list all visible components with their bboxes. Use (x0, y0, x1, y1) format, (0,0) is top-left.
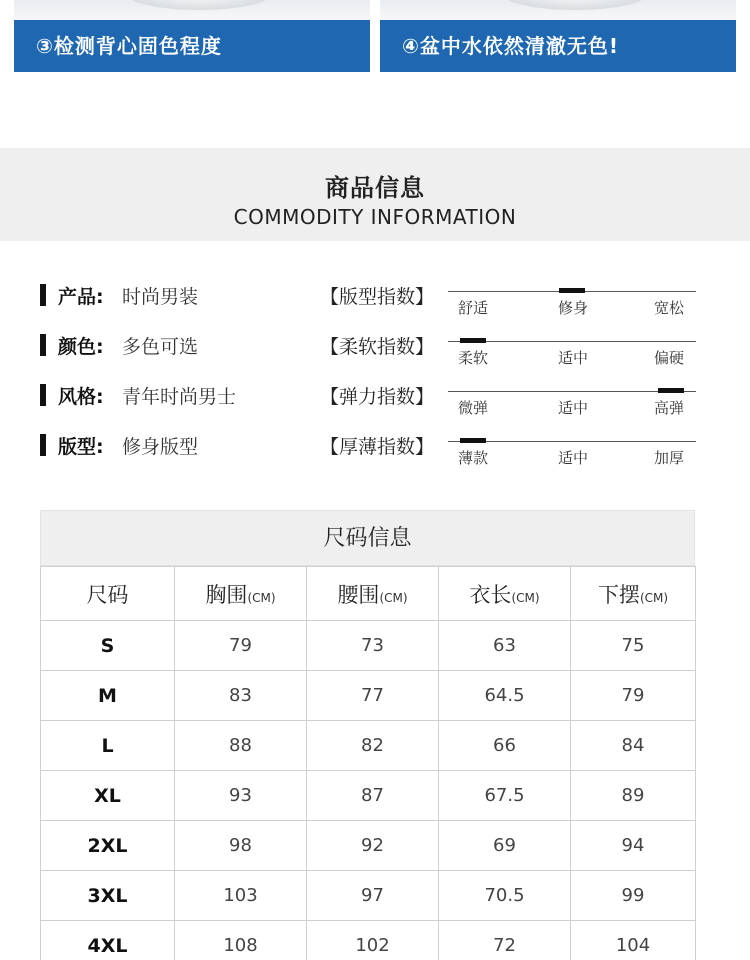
size-chart-title: 尺码信息 (40, 510, 695, 566)
table-row (41, 921, 696, 960)
scale-tick-low: 薄款 (458, 449, 489, 467)
waist-cell: 87 (307, 771, 439, 821)
column-header (571, 567, 696, 621)
waist-cell: 102 (307, 921, 439, 960)
column-header (307, 567, 439, 621)
index-label: 【弹力指数】 (320, 386, 435, 408)
chest-cell: 83 (175, 671, 307, 721)
attribute-value: 多色可选 (122, 336, 199, 358)
hem-cell: 79 (571, 671, 696, 721)
section-title-cn: 商品信息 (325, 174, 425, 202)
hem-cell: 94 (571, 821, 696, 871)
table-row (41, 771, 696, 821)
table-row (41, 671, 696, 721)
hem-cell: 89 (571, 771, 696, 821)
length-cell: 72 (439, 921, 571, 960)
column-unit: (CM) (639, 590, 669, 605)
attribute-value: 青年时尚男士 (122, 386, 237, 408)
commodity-info-header (0, 148, 750, 241)
chest-cell: 79 (175, 621, 307, 671)
index-scale (448, 380, 696, 424)
bullet-bar (40, 284, 46, 306)
column-name: 尺码 (86, 582, 129, 607)
size-cell: 2XL (41, 821, 175, 871)
hem-cell: 99 (571, 871, 696, 921)
column-header (439, 567, 571, 621)
bowl-image (500, 0, 650, 10)
info-row (40, 280, 720, 330)
bullet-bar (40, 334, 46, 356)
index-label: 【版型指数】 (320, 286, 435, 308)
size-chart (40, 510, 695, 960)
scale-tick-high: 高弹 (654, 399, 685, 417)
length-cell: 70.5 (439, 871, 571, 921)
product-info-list (40, 280, 720, 480)
chest-cell: 103 (175, 871, 307, 921)
step-4-caption: ④盆中水依然清澈无色! (380, 20, 736, 72)
product-photo-edge (14, 0, 370, 20)
column-header (41, 567, 175, 621)
attribute-value: 时尚男装 (122, 286, 199, 308)
attribute-label: 版型: (58, 436, 104, 458)
info-row (40, 330, 720, 380)
attribute-label: 颜色: (58, 336, 104, 358)
chest-cell: 98 (175, 821, 307, 871)
waist-cell: 92 (307, 821, 439, 871)
scale-marker (559, 288, 585, 293)
attribute-value: 修身版型 (122, 436, 199, 458)
length-cell: 63 (439, 621, 571, 671)
length-cell: 64.5 (439, 671, 571, 721)
column-name: 腰围 (337, 582, 380, 607)
photo-step-3 (14, 0, 370, 74)
info-row (40, 430, 720, 480)
table-row (41, 621, 696, 671)
size-cell: S (41, 621, 175, 671)
scale-tick-high: 偏硬 (654, 349, 685, 367)
index-scale (448, 430, 696, 474)
table-row (41, 871, 696, 921)
step-3-caption: ③检测背心固色程度 (14, 20, 370, 72)
scale-tick-low: 微弹 (458, 399, 489, 417)
index-scale (448, 280, 696, 324)
scale-tick-high: 宽松 (654, 299, 685, 317)
photo-step-4 (380, 0, 736, 74)
attribute-label: 产品: (58, 286, 104, 308)
waist-cell: 77 (307, 671, 439, 721)
product-photo-edge (380, 0, 736, 20)
scale-tick-high: 加厚 (654, 449, 685, 467)
chest-cell: 88 (175, 721, 307, 771)
hem-cell: 84 (571, 721, 696, 771)
scale-tick-mid: 适中 (558, 449, 589, 467)
chest-cell: 108 (175, 921, 307, 960)
column-name: 下摆 (597, 582, 640, 607)
index-scale (448, 330, 696, 374)
column-unit: (CM) (247, 590, 276, 605)
scale-tick-mid: 适中 (558, 349, 589, 367)
section-title-en: COMMODITY INFORMATION (233, 205, 517, 229)
column-name: 胸围 (205, 582, 248, 607)
bowl-image (124, 0, 274, 10)
chest-cell: 93 (175, 771, 307, 821)
length-cell: 69 (439, 821, 571, 871)
scale-marker (658, 388, 684, 393)
bullet-bar (40, 384, 46, 406)
index-label: 【柔软指数】 (320, 336, 435, 358)
table-row (41, 721, 696, 771)
attribute-label: 风格: (58, 386, 104, 408)
bullet-bar (40, 434, 46, 456)
length-cell: 67.5 (439, 771, 571, 821)
length-cell: 66 (439, 721, 571, 771)
size-cell: M (41, 671, 175, 721)
column-name: 衣长 (469, 582, 512, 607)
info-row (40, 380, 720, 430)
column-header (175, 567, 307, 621)
scale-tick-mid: 适中 (558, 399, 589, 417)
scale-tick-low: 舒适 (458, 299, 489, 317)
size-cell: 4XL (41, 921, 175, 960)
table-row (41, 821, 696, 871)
size-cell: XL (41, 771, 175, 821)
waist-cell: 73 (307, 621, 439, 671)
table-header-row (41, 567, 696, 621)
size-cell: 3XL (41, 871, 175, 921)
index-label: 【厚薄指数】 (320, 436, 435, 458)
waist-cell: 82 (307, 721, 439, 771)
scale-marker (460, 438, 486, 443)
hem-cell: 104 (571, 921, 696, 960)
size-cell: L (41, 721, 175, 771)
scale-tick-low: 柔软 (458, 349, 489, 367)
waist-cell: 97 (307, 871, 439, 921)
hem-cell: 75 (571, 621, 696, 671)
scale-tick-mid: 修身 (558, 299, 589, 317)
column-unit: (CM) (379, 590, 408, 605)
column-unit: (CM) (511, 590, 540, 605)
scale-marker (460, 338, 486, 343)
size-table (40, 566, 696, 960)
